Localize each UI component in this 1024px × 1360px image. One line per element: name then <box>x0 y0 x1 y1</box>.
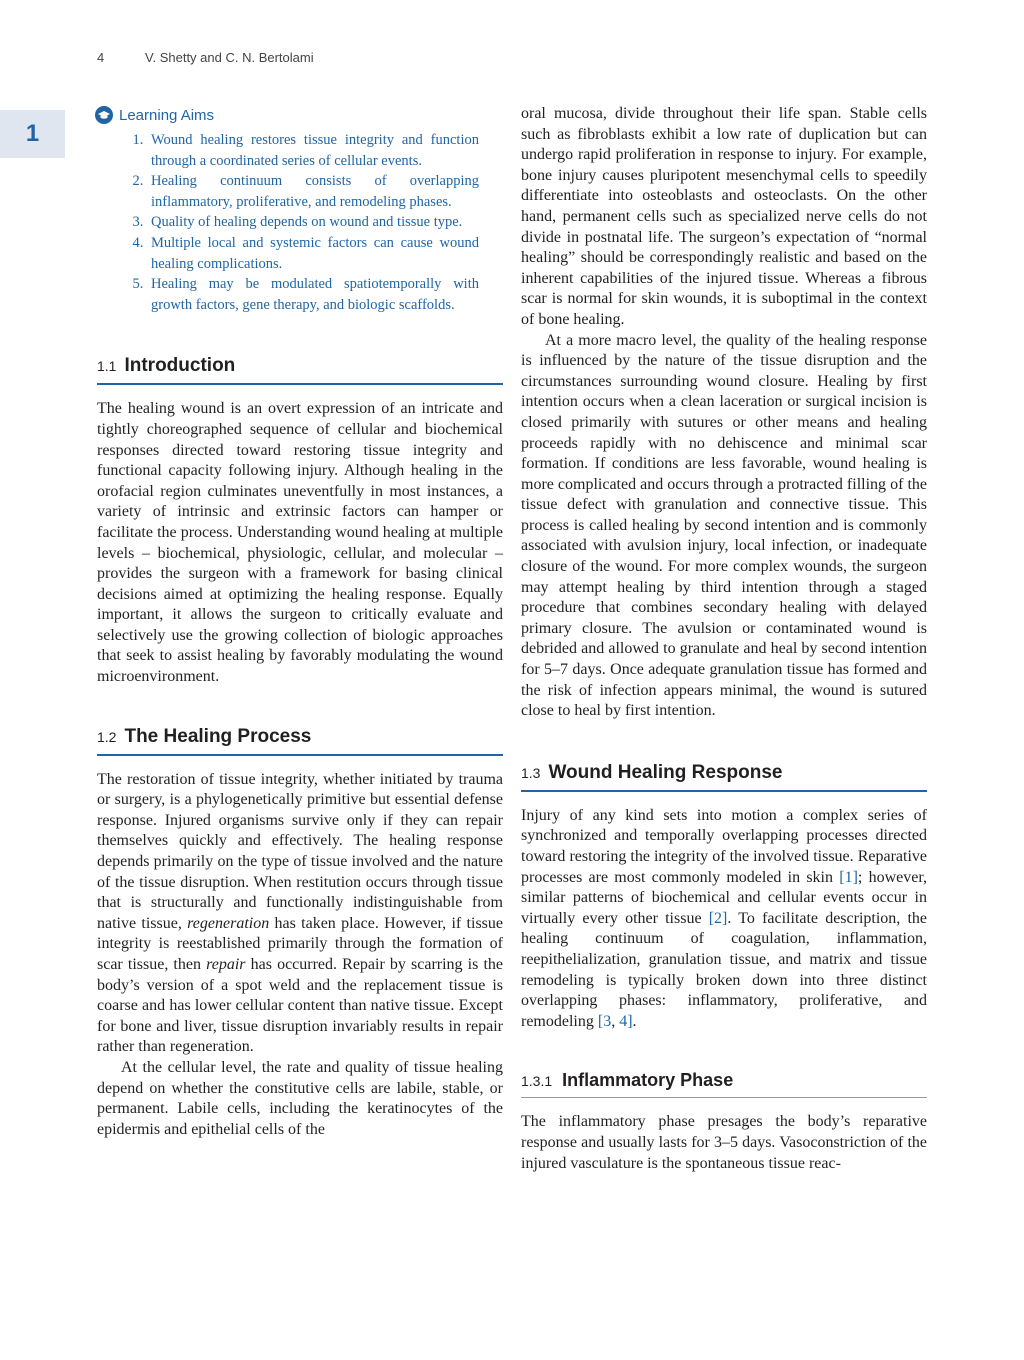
running-header-authors: V. Shetty and C. N. Bertolami <box>145 50 314 65</box>
paragraph: The healing wound is an overt expression of an intricate and tightly choreographed sequence of cellular and biochemical responses directed toward restoring tissue integrity and functional capacity following injury. Although healing in the orofacial region culminates uneventfully in most instances, a variety of intrinsic and extrinsic factors can hamper or facilitate the process. Understanding wound healing at multiple levels – biochemical, physiologic, cellular, and molecular – provides the surgeon with a framework for basing clinical decisions aimed at optimizing the healing response. Equally important, it allows the surgeon to critically evaluate and selectively use the growing collection of biologic approaches that seek to assist healing by favorably modulating the wound microenvironment. <box>97 400 503 686</box>
citation-link[interactable]: 3 <box>603 1012 612 1030</box>
term-repair: repair <box>206 956 246 973</box>
section-title: The Healing Process <box>124 725 312 747</box>
citation-link[interactable]: [1] <box>839 868 858 886</box>
paragraph: At the cellular level, the rate and quality of tissue healing depend on whether the constitutive cells are labile, stable, or permanent. Labile cells, including the keratinocytes of the epidermis and epithelial cells of the <box>97 1058 503 1138</box>
section-title: Inflammatory Phase <box>562 1070 734 1091</box>
paragraph: The restoration of tissue integrity, whether initiated by trauma or surgery, is a phylogenetically primitive but essential defense response. Injured organisms survive only if they can repair themselves quickly and effectively. The healing response depends primarily on the type of tissue involved and the nature of the tissue disruption. When restitution occurs through tissue that is structurally and functionally indistinguishable from native tissue, regeneration has taken place. However, if tissue integrity is reestablished primarily through the formation of scar tissue, then repair has occurred. Repair by scarring is the body’s version of a spot weld and the replacement tissue is coarse and has lower cellular content than native tissue. Except for bone and liver, tissue disruption invariably results in repair rather than regeneration. <box>97 770 504 1056</box>
section-heading-1-2 <box>97 726 503 756</box>
graduation-cap-icon <box>95 106 113 124</box>
learning-aims-list <box>97 130 503 315</box>
section-title: Wound Healing Response <box>548 761 783 783</box>
chapter-tab: 1 <box>0 110 65 158</box>
subsection-heading-1-3-1 <box>521 1070 927 1098</box>
section-number: 1.1 <box>97 358 117 375</box>
list-item: 2. Healing continuum consists of overlapping inflammatory, proliferative, and remodeling phases. <box>147 171 479 212</box>
paragraph: The inflammatory phase presages the body’s reparative response and usually lasts for 3–5 days. Vasoconstriction of the injured vasculature is the spontaneous tissue reac- <box>521 1113 927 1172</box>
left-column <box>97 104 503 1140</box>
paragraph: Injury of any kind sets into motion a complex series of synchronized and temporally overlapping processes directed toward restoring the integrity of the involved tissue. Reparative processes are most commonly modeled in skin [1]; however, similar patterns of biochemical and cellular events occur in virtually every other tissue [2]. To facilitate description, the healing continuum of coagulation, inflammation, reepithelialization, granulation tissue, and matrix and tissue remodeling is typically broken down into three distinct overlapping phases: inflammatory, proliferative, and remodeling [3, 4]. <box>521 806 928 1030</box>
running-header <box>97 50 314 65</box>
section-heading-1-1 <box>97 355 503 385</box>
list-item: 5. Healing may be modulated spatiotemporally with growth factors, gene therapy, and biologic scaffolds. <box>147 274 479 315</box>
section-number: 1.3.1 <box>521 1073 553 1090</box>
citation-link[interactable]: [2] <box>708 909 728 927</box>
page-number: 4 <box>97 50 105 65</box>
learning-aims-title: Learning Aims <box>119 106 215 124</box>
section-number: 1.2 <box>97 728 117 745</box>
section-heading-1-3 <box>521 762 927 792</box>
right-column <box>521 104 927 1174</box>
list-item: 1. Wound healing restores tissue integrity and function through a coordinated series of cellular events. <box>147 130 479 171</box>
learning-aims-box <box>97 104 503 315</box>
list-item: 3. Quality of healing depends on wound and tissue type. <box>147 212 479 233</box>
term-regeneration: regeneration <box>187 914 270 932</box>
paragraph: At a more macro level, the quality of the healing response is influenced by the nature of the tissue disruption and the circumstances surrounding wound closure. Healing by first intention occurs when a clean laceration or surgical incision is closed primarily with sutures or other means and healing proceeds rapidly with no dehiscence and minimal scar formation. If conditions are less favorable, wound healing is more complicated and occurs through a protracted filling of the tissue defect with granulation and connective tissue. This process is called healing by second intention and is commonly associated with avulsion injury, local infection, or inadequate closure of the wound. For more complex wounds, the surgeon may attempt healing by third intention through a staged procedure that combines secondary healing with delayed primary closure. The avulsion or contaminated wound is debrided and allowed to granulate and heal by second intention for 5–7 days. Once adequate granulation tissue has formed and the risk of infection appears minimal, the wound is sutured close to heal by first intention. <box>521 331 927 720</box>
paragraph: oral mucosa, divide throughout their life span. Stable cells such as fibroblasts exhibit a low rate of duplication but can undergo rapid proliferation in response to injury. For example, bone injury causes pluripotent mesenchymal cells to speedily differentiate into osteoblasts and osteoclasts. On the other hand, permanent cells such as specialized nerve cells do not divide in postnatal life. The surgeon’s expectation of “normal healing” should be correspondingly realistic and based on the inherent capabilities of the injured tissue. Whereas a fibrous scar is normal for skin wounds, it is suboptimal in the context of bone healing. <box>521 105 927 328</box>
list-item: 4. Multiple local and systemic factors can cause wound healing complications. <box>147 233 479 274</box>
section-number: 1.3 <box>521 764 541 781</box>
learning-aims-heading <box>95 104 503 126</box>
section-title: Introduction <box>124 355 236 377</box>
citation-link[interactable]: 4 <box>619 1012 628 1030</box>
